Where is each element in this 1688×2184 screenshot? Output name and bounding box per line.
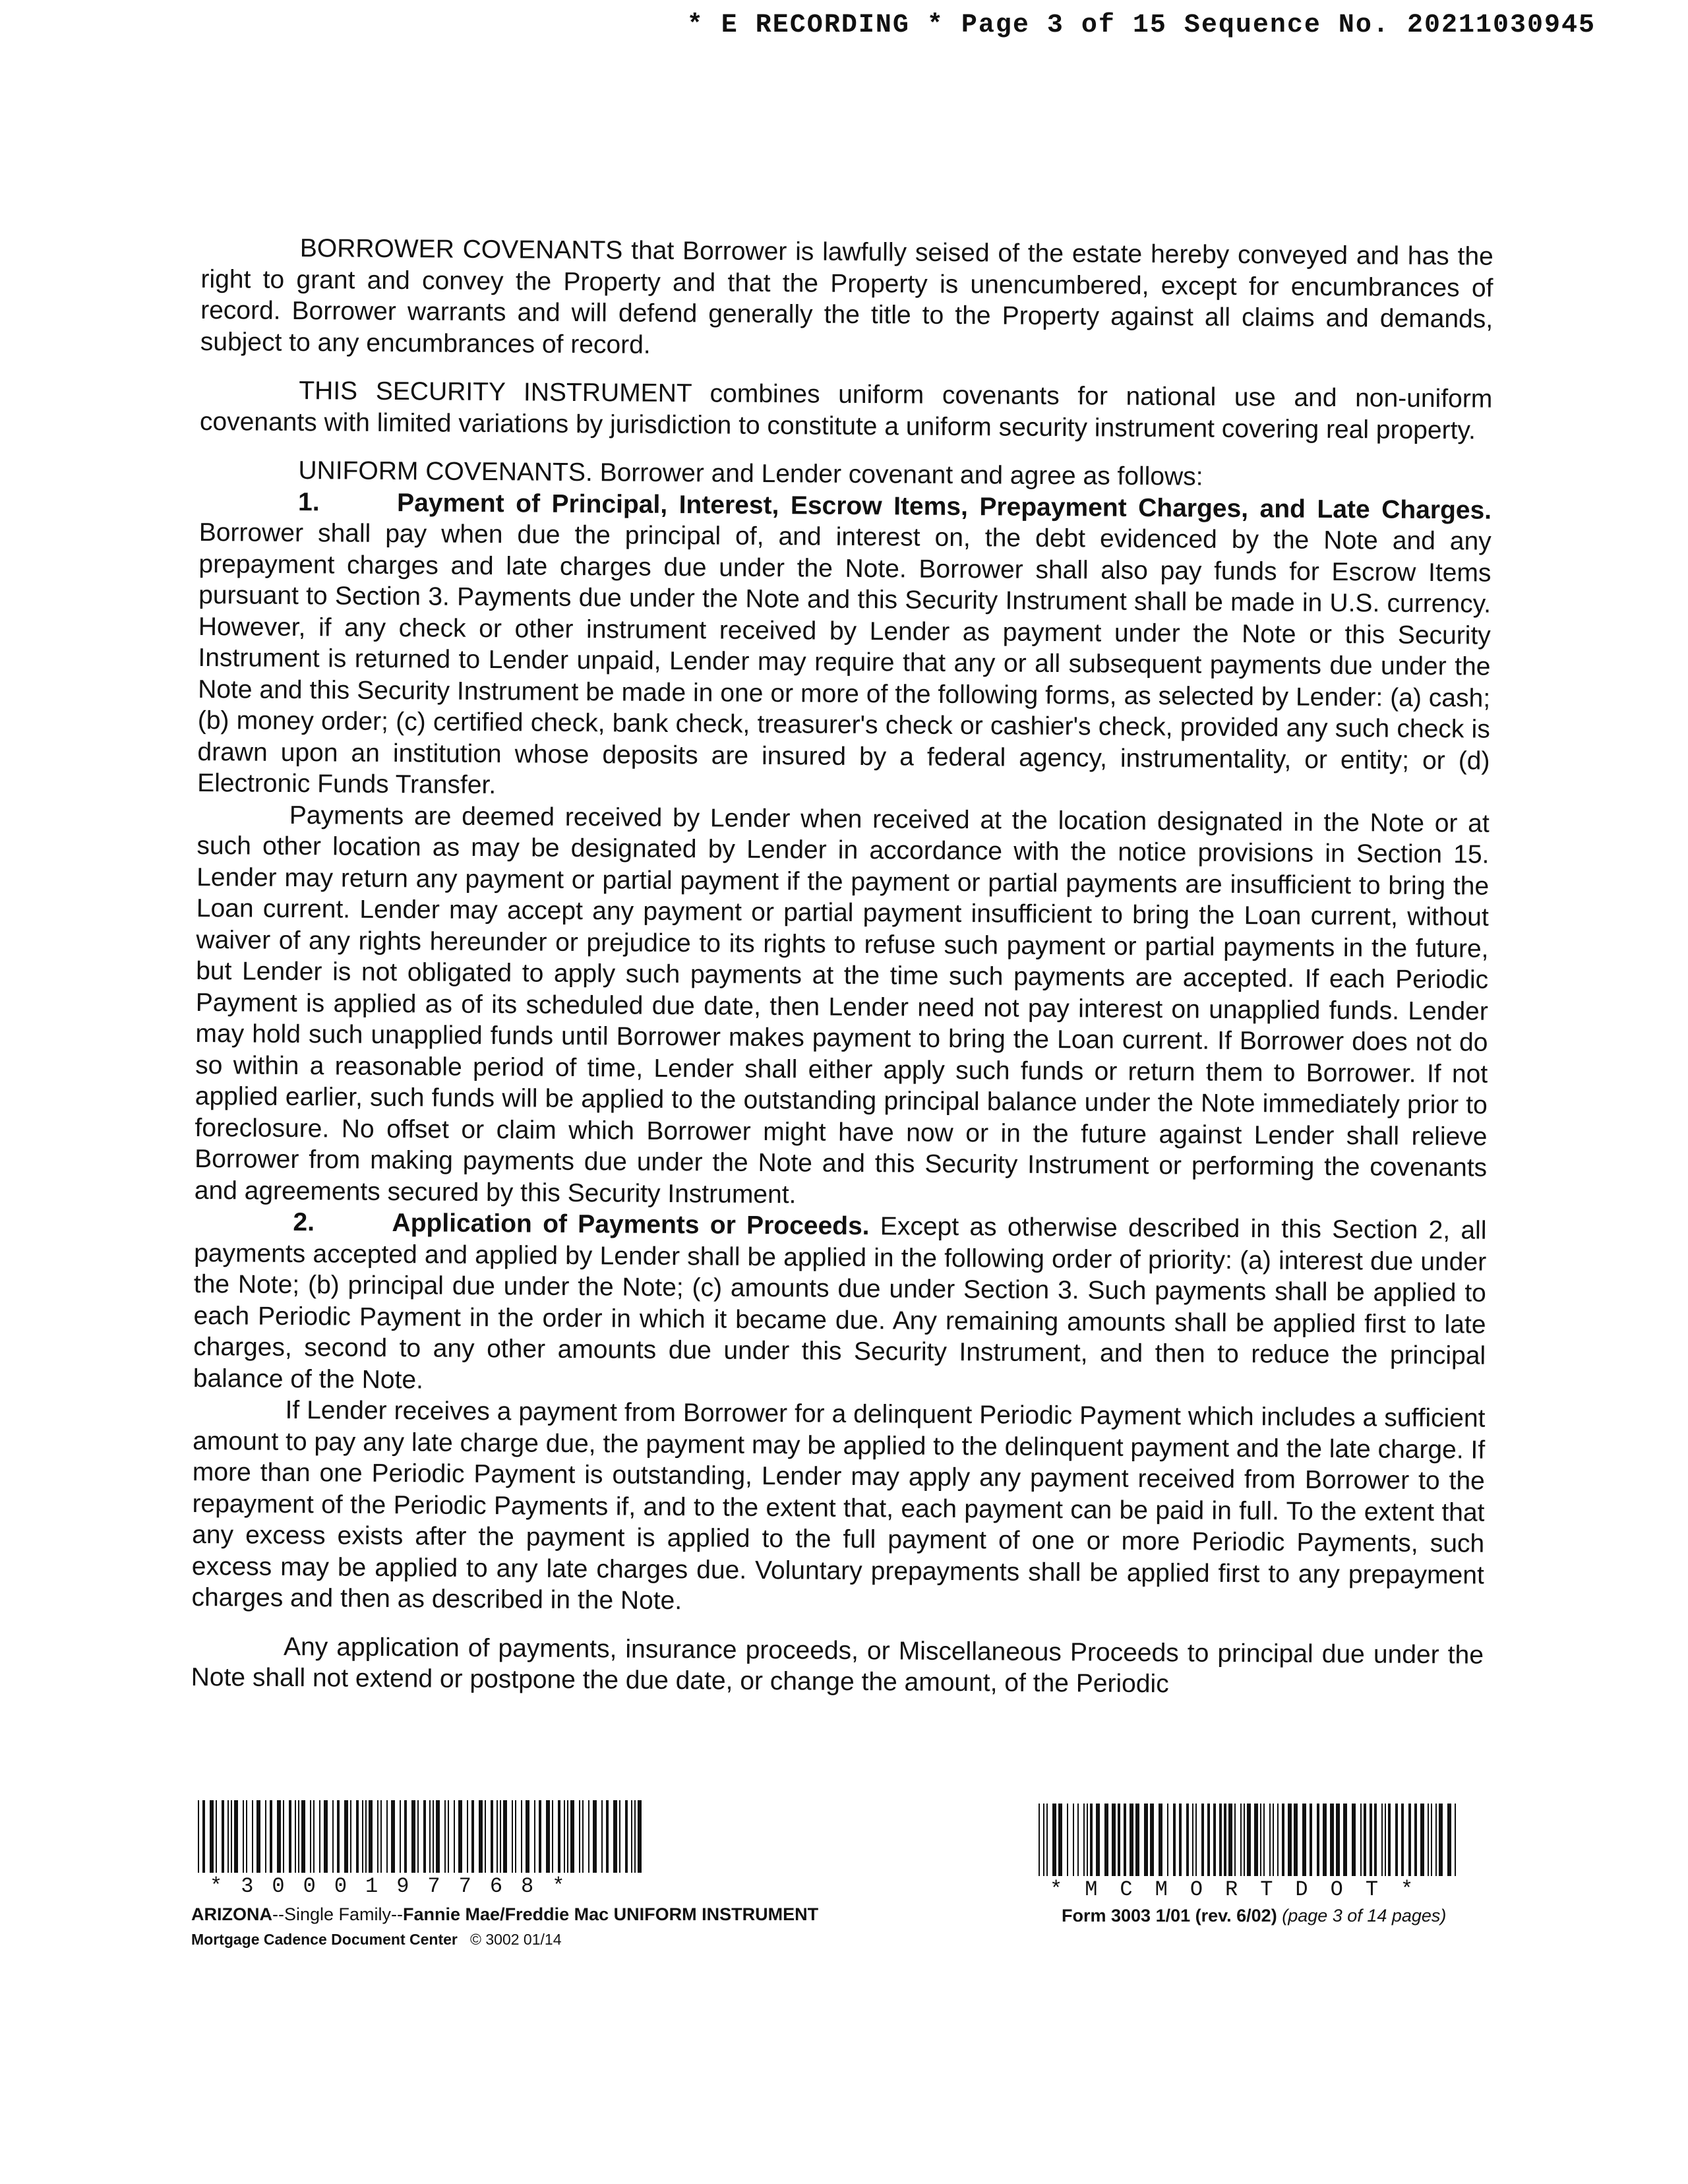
barcode-bar (1431, 1804, 1432, 1876)
barcode-bar (515, 1800, 516, 1873)
barcode-bar (1207, 1804, 1210, 1876)
barcode-bar (298, 1800, 299, 1873)
barcode-bar (1039, 1804, 1040, 1876)
barcode-bar (1058, 1804, 1062, 1876)
barcode-bar (283, 1800, 284, 1873)
barcode-bar (1317, 1804, 1319, 1876)
footer-form-description: --Single Family-- (272, 1904, 404, 1924)
barcode-bar (1374, 1804, 1377, 1876)
section-2-number: 2. (293, 1208, 315, 1237)
barcode-bar (433, 1800, 434, 1873)
document-body (191, 232, 1493, 1702)
barcode-bar (1352, 1804, 1356, 1876)
barcode-bar (458, 1800, 462, 1873)
barcode-bar (1263, 1804, 1265, 1876)
barcode-bar (356, 1800, 359, 1873)
barcode-bar (444, 1800, 446, 1873)
barcode-bar (631, 1800, 632, 1873)
barcode-bar (216, 1800, 217, 1873)
section-1-number: 1. (297, 487, 320, 516)
barcode-bar (1234, 1804, 1236, 1876)
barcode-bar (404, 1800, 407, 1873)
barcode-bar (1435, 1804, 1437, 1876)
barcode-bar (1096, 1804, 1100, 1876)
barcode-bar (1408, 1804, 1411, 1876)
barcode-bar (1067, 1804, 1068, 1876)
barcode-left (198, 1800, 646, 1873)
barcode-bar (539, 1800, 541, 1873)
barcode-bar (1186, 1804, 1189, 1876)
barcode-bar (1254, 1804, 1258, 1876)
barcode-bar (270, 1800, 272, 1873)
barcode-bar (1439, 1804, 1443, 1876)
barcode-bar (634, 1800, 636, 1873)
barcode-bar (1364, 1804, 1366, 1876)
barcode-bar (606, 1800, 609, 1873)
barcode-bar (454, 1800, 455, 1873)
barcode-bar (1323, 1804, 1327, 1876)
barcode-bar (497, 1800, 498, 1873)
barcode-bar (491, 1800, 493, 1873)
barcode-bar (471, 1800, 474, 1873)
barcode-bar (227, 1800, 229, 1873)
barcode-bar (1046, 1804, 1048, 1876)
barcode-bar (1381, 1804, 1383, 1876)
barcode-bar (1288, 1804, 1292, 1876)
barcode-bar (1077, 1804, 1079, 1876)
barcode-bar (344, 1800, 348, 1873)
barcode-bar (301, 1800, 305, 1873)
barcode-bar (613, 1800, 617, 1873)
barcode-bar (369, 1800, 373, 1873)
barcode-bar (619, 1800, 620, 1873)
barcode-bar (436, 1800, 440, 1873)
barcode-bar (521, 1800, 522, 1873)
barcode-bar (479, 1800, 483, 1873)
barcode-bar (313, 1800, 315, 1873)
footer-doc-center (191, 1931, 561, 1949)
barcode-right-label: *MCMORTDOT* (1050, 1877, 1436, 1902)
section-2-text: Except as otherwise described in this Section 2, all payments accepted and applied by Lender shall be applied in the following order of priority: (a) interest due under the Note; (b) principal due under the Note; (c) amounts due under Section 3. Such payments shall be applied to each Periodic Payment in the order in which it became due. Any remaining amounts shall be applied first to late charges, second to any other amounts due under this Security Instrument, and then to reduce the principal balance of the Note. (193, 1212, 1487, 1394)
barcode-bar (1240, 1804, 1242, 1876)
barcode-bar (222, 1800, 224, 1873)
footer-form-number (1062, 1906, 1446, 1926)
barcode-bar (243, 1800, 244, 1873)
barcode-bar (1130, 1804, 1133, 1876)
barcode-bar (485, 1800, 486, 1873)
barcode-bar (1118, 1804, 1120, 1876)
barcode-bar (1219, 1804, 1222, 1876)
barcode-bar (417, 1800, 419, 1873)
barcode-bar (1224, 1804, 1226, 1876)
barcode-bar (1428, 1804, 1429, 1876)
barcode-bar (423, 1800, 426, 1873)
barcode-bar (1336, 1804, 1340, 1876)
barcode-bar (391, 1800, 395, 1873)
barcode-bar (512, 1800, 513, 1873)
barcode-bar (380, 1800, 382, 1873)
barcode-bar (1330, 1804, 1334, 1876)
barcode-bar (448, 1800, 449, 1873)
barcode-bar (1370, 1804, 1372, 1876)
barcode-bar (1343, 1804, 1347, 1876)
barcode-bar (558, 1800, 560, 1873)
barcode-bar (638, 1800, 642, 1873)
barcode-bar (289, 1800, 291, 1873)
barcode-bar (1310, 1804, 1312, 1876)
barcode-bar (500, 1800, 501, 1873)
barcode-bar (552, 1800, 553, 1873)
barcode-bar (252, 1800, 253, 1873)
barcode-bar (332, 1800, 334, 1873)
barcode-bar (1282, 1804, 1284, 1876)
barcode-bar (582, 1800, 584, 1873)
barcode-bar (1247, 1804, 1251, 1876)
barcode-bar (1302, 1804, 1306, 1876)
barcode-bar (350, 1800, 351, 1873)
barcode-left-label: *3000197768* (210, 1874, 584, 1898)
barcode-bar (1244, 1804, 1245, 1876)
barcode-bar (1360, 1804, 1362, 1876)
footer-doc-center-name: Mortgage Cadence Document Center (191, 1931, 458, 1948)
barcode-bar (1385, 1804, 1386, 1876)
section-2-heading: Application of Payments or Proceeds. (392, 1209, 870, 1241)
barcode-bar (277, 1800, 281, 1873)
barcode-bar (1124, 1804, 1126, 1876)
barcode-bar (1294, 1804, 1298, 1876)
barcode-right (1039, 1804, 1461, 1876)
barcode-bar (198, 1800, 199, 1873)
barcode-bar (1144, 1804, 1148, 1876)
barcode-bar (429, 1800, 431, 1873)
footer-form-id: Form 3003 1/01 (rev. 6/02) (1062, 1906, 1277, 1926)
section-1-heading: Payment of Principal, Interest, Escrow Items, Prepayment Charges, and Late Charges. (396, 488, 1492, 525)
barcode-bar (1104, 1804, 1108, 1876)
barcode-bar (1420, 1804, 1424, 1876)
barcode-bar (1195, 1804, 1197, 1876)
barcode-bar (365, 1800, 367, 1873)
barcode-bar (1228, 1804, 1232, 1876)
section-1-text: Borrower shall pay when due the principal of, and interest on, the debt evidenced by the Note and any prepayment charges and late charges due under the Note. Borrower shall also pay funds for Escrow Items pursuant to Section 3. Payments due under the Note and this Security Instrument shall be made in U.S. currency. However, if any check or other instrument received by Lender as payment under the Note or this Security Instrument is returned to Lender unpaid, Lender may require that any or all subsequent payments due under the Note and this Security Instrument be made in one or more of the following forms, as selected by Lender: (a) cash; (b) money order; (c) certified check, bank check, treasurer's check or cashier's check, provided any such check is drawn upon an institution whose deposits are insured by a federal agency, instrumentality, or entity; or (d) Electronic Funds Transfer. (197, 518, 1492, 800)
barcode-bar (1052, 1804, 1056, 1876)
barcode-bar (1112, 1804, 1116, 1876)
footer-state: ARIZONA (191, 1904, 272, 1924)
barcode-bar (246, 1800, 247, 1873)
barcode-bar (588, 1800, 589, 1873)
barcode-bar (337, 1800, 340, 1873)
barcode-bar (1388, 1804, 1391, 1876)
barcode-bar (377, 1800, 378, 1873)
barcode-bar (295, 1800, 296, 1873)
barcode-bar (1401, 1804, 1404, 1876)
barcode-bar (210, 1800, 214, 1873)
barcode-bar (1447, 1804, 1451, 1876)
paragraph-delinquent-payment: If Lender receives a payment from Borrower for a delinquent Periodic Payment which includes a sufficient amount to pay any late charge due, the payment may be applied to the delinquent payment and the late charge. If more than one Periodic Payment is outstanding, Lender may apply any payment received from Borrower to the repayment of the Periodic Payments if, and to the extent that, each payment can be paid in full. To the extent that any excess exists after the payment is applied to the full payment of one or more Periodic Payments, such excess may be applied to any late charges due. Voluntary prepayments shall be applied first to any prepayment charges and then as described in the Note. (191, 1395, 1486, 1616)
barcode-bar (310, 1800, 311, 1873)
barcode-bar (411, 1800, 415, 1873)
recording-header: * E RECORDING * Page 3 of 15 Sequence No. 20211030945 (686, 11, 1596, 40)
barcode-bar (1135, 1804, 1139, 1876)
paragraph-application-of-payments: Any application of payments, insurance proceeds, or Miscellaneous Proceeds to principal due under the Note shall not extend or postpone the due date, or change the amount, of the Periodic (191, 1632, 1484, 1699)
barcode-bar (1273, 1804, 1274, 1876)
barcode-bar (1213, 1804, 1216, 1876)
section-2 (193, 1206, 1487, 1403)
barcode-bar (1260, 1804, 1261, 1876)
barcode-bar (1150, 1804, 1154, 1876)
barcode-bar (564, 1800, 565, 1873)
barcode-bar (1269, 1804, 1271, 1876)
barcode-bar (503, 1800, 507, 1873)
barcode-bar (1043, 1804, 1044, 1876)
barcode-bar (1159, 1804, 1162, 1876)
barcode-bar (1201, 1804, 1204, 1876)
barcode-bar (1192, 1804, 1193, 1876)
barcode-bar (234, 1800, 238, 1873)
barcode-bar (1090, 1804, 1093, 1876)
barcode-bar (579, 1800, 580, 1873)
paragraph-borrower-covenants: BORROWER COVENANTS that Borrower is lawfully seised of the estate hereby conveyed and has the right to grant and convey the Property and that the Property is unencumbered, except for encumbrances of record. Borrower warrants and will defend generally the title to the Property against all claims and demands, subject to any encumbrances of record. (200, 234, 1493, 359)
barcode-bar (231, 1800, 232, 1873)
footer-doc-code: © 3002 01/14 (470, 1931, 562, 1948)
footer-page-info: (page 3 of 14 pages) (1282, 1906, 1447, 1926)
barcode-bar (265, 1800, 266, 1873)
barcode-bar (526, 1800, 529, 1873)
barcode-bar (1087, 1804, 1088, 1876)
barcode-bar (1414, 1804, 1417, 1876)
barcode-bar (1173, 1804, 1176, 1876)
barcode-bar (1277, 1804, 1279, 1876)
paragraph-payments-received: Payments are deemed received by Lender when received at the location designated in the Note or at such other location as may be designated by Lender in accordance with the notice provisions in Section 15. Lender may return any payment or partial payment if the payment or partial payments are insufficient to bring the Loan current. Lender may accept any payment or partial payment insufficient to bring the Loan current, without waiver of any rights hereunder or prejudice to its rights to refuse such payment or partial payments in the future, but Lender is not obligated to apply such payments at the time such payments are accepted. If each Periodic Payment is applied as of its scheduled due date, then Lender need not pay interest on unapplied funds. Lender may hold such unapplied funds until Borrower makes payment to bring the Loan current. If Borrower does not do so within a reasonable period of time, Lender shall either apply such funds or return them to Borrower. If not applied earlier, such funds will be applied to the outstanding principal balance under the Note immediately prior to foreclosure. No offset or claim which Borrower might have now or in the future against Lender shall relieve Borrower from making payments due under the Note and this Security Instrument or performing the covenants and agreements secured by this Security Instrument. (194, 801, 1490, 1209)
barcode-bar (1073, 1804, 1074, 1876)
barcode-bar (546, 1800, 550, 1873)
barcode-bar (570, 1800, 574, 1873)
barcode-bar (202, 1800, 205, 1873)
barcode-bar (1167, 1804, 1168, 1876)
barcode-bar (625, 1800, 628, 1873)
footer-instrument: Fannie Mae/Freddie Mac UNIFORM INSTRUMENT (403, 1904, 819, 1924)
barcode-bar (1395, 1804, 1398, 1876)
barcode-bar (467, 1800, 468, 1873)
barcode-bar (601, 1800, 603, 1873)
barcode-bar (324, 1800, 328, 1873)
barcode-bar (534, 1800, 535, 1873)
barcode-bar (362, 1800, 363, 1873)
section-1 (197, 485, 1492, 808)
barcode-bar (1083, 1804, 1085, 1876)
barcode-bar (256, 1800, 260, 1873)
barcode-bar (386, 1800, 388, 1873)
barcode-bar (400, 1800, 401, 1873)
paragraph-uniform-covenants: UNIFORM COVENANTS. Borrower and Lender covenant and agree as follows: (298, 456, 1203, 491)
barcode-bar (567, 1800, 568, 1873)
paragraph-security-instrument: THIS SECURITY INSTRUMENT combines uniform covenants for national use and non-uniform covenants with limited variations by jurisdiction to constitute a uniform security instrument covering real property. (199, 377, 1493, 445)
barcode-bar (1455, 1804, 1456, 1876)
barcode-bar (1179, 1804, 1182, 1876)
barcode-bar (319, 1800, 320, 1873)
footer-form-title (191, 1904, 818, 1925)
barcode-bar (593, 1800, 597, 1873)
